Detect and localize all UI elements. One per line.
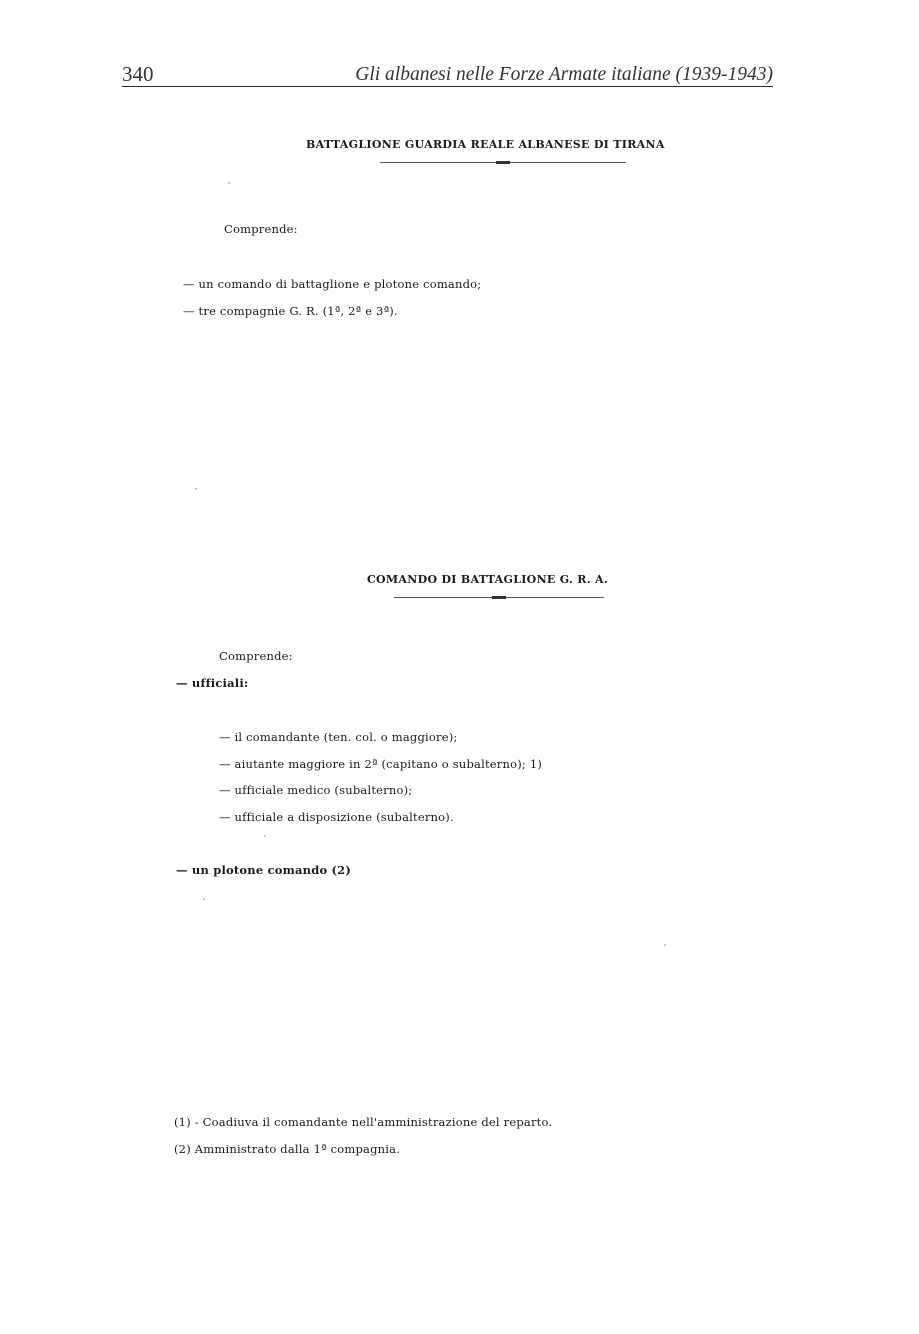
section1-intro: Comprende:	[224, 222, 298, 236]
officer-item: — il comandante (ten. col. o maggiore);	[219, 730, 458, 744]
platoon-label: — un plotone comando (2)	[176, 863, 352, 877]
running-title: Gli albanesi nelle Forze Armate italiane (1939-1943)	[355, 64, 773, 85]
scan-speck	[203, 898, 205, 900]
scan-speck	[664, 944, 666, 946]
scan-speck	[228, 182, 230, 184]
page-number: 340	[122, 62, 154, 86]
officers-label: — ufficiali:	[176, 676, 249, 690]
section1-item: — un comando di battaglione e plotone comando;	[183, 277, 482, 291]
section-title-rule-mark	[496, 161, 510, 164]
footnote: (1) - Coadiuva il comandante nell'amministrazione del reparto.	[174, 1115, 553, 1129]
section-title-rule-mark	[492, 596, 506, 599]
footnote: (2) Amministrato dalla 1ª compagnia.	[174, 1142, 401, 1156]
header-rule	[122, 86, 773, 87]
officer-item: — aiutante maggiore in 2ª (capitano o subalterno); 1)	[219, 757, 543, 771]
officer-item: — ufficiale medico (subalterno);	[219, 783, 413, 797]
officer-item: — ufficiale a disposizione (subalterno).	[219, 810, 454, 824]
section2-intro: Comprende:	[219, 649, 293, 663]
scan-speck	[264, 835, 266, 837]
section-title-battaglione: BATTAGLIONE GUARDIA REALE ALBANESE DI TIRANA	[306, 138, 665, 151]
scan-speck	[195, 488, 197, 490]
section1-item: — tre compagnie G. R. (1ª, 2ª e 3ª).	[183, 304, 398, 318]
section-title-comando: COMANDO DI BATTAGLIONE G. R. A.	[367, 573, 608, 586]
